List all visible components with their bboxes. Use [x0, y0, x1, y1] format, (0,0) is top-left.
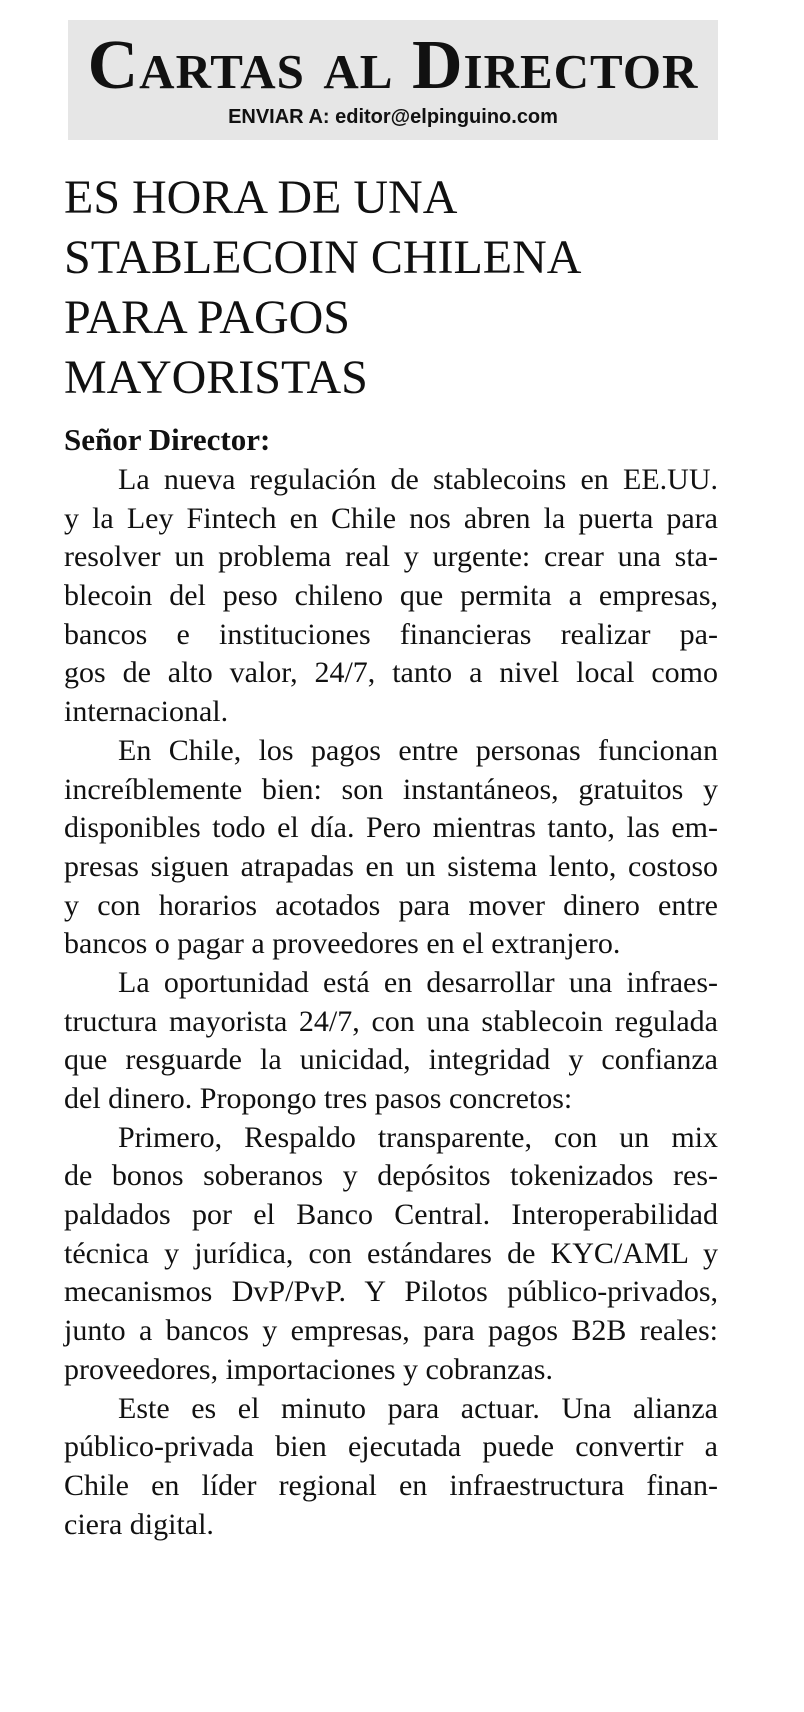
text-line: paldados por el Banco Central. Interoperabilidad [64, 1198, 718, 1232]
text-line: mecanismos DvP/PvP. Y Pilotos público-privados, [64, 1275, 718, 1309]
paragraph-5 [64, 1390, 718, 1545]
salutation: Señor Director: [64, 422, 271, 457]
paragraph-3 [64, 964, 718, 1119]
text-line: ciera digital. [64, 1507, 214, 1541]
text-line: La oportunidad está en desarrollar una infraes- [118, 965, 718, 999]
text-line: increíblemente bien: son instantáneos, gratuitos y [64, 772, 718, 806]
paragraph-4 [64, 1119, 718, 1390]
text-line: técnica y jurídica, con estándares de KYC/AML y [64, 1236, 718, 1270]
text-line: que resguarde la unicidad, integridad y confianza [64, 1043, 718, 1077]
headline-line: MAYORISTAS [64, 351, 368, 404]
headline-line: PARA PAGOS [64, 291, 350, 344]
text-line: bancos o pagar a proveedores en el extranjero. [64, 927, 621, 961]
text-line: En Chile, los pagos entre personas funcionan [118, 733, 718, 767]
text-line: internacional. [64, 695, 229, 729]
section-header [68, 20, 718, 140]
text-line: resolver un problema real y urgente: crear una sta- [64, 540, 718, 574]
text-line: público-privada bien ejecutada puede convertir a [64, 1430, 718, 1464]
headline [64, 168, 724, 408]
text-line: Primero, Respaldo transparente, con un mix [118, 1120, 718, 1154]
headline-line: STABLECOIN CHILENA [64, 231, 582, 284]
text-line: La nueva regulación de stablecoins en EE.UU. [118, 463, 718, 496]
paragraph-2 [64, 732, 718, 964]
text-line: y la Ley Fintech en Chile nos abren la puerta para [64, 501, 718, 535]
text-line: gos de alto valor, 24/7, tanto a nivel local como [64, 656, 718, 690]
text-line: junto a bancos y empresas, para pagos B2B reales: [64, 1314, 718, 1348]
text-line: de bonos soberanos y depósitos tokenizados res- [64, 1159, 718, 1193]
text-line: Chile en líder regional en infraestructura finan- [64, 1468, 718, 1502]
text-line: tructura mayorista 24/7, con una stablecoin regulada [64, 1004, 718, 1038]
text-line: Este es el minuto para actuar. Una alianza [118, 1391, 718, 1425]
text-line: presas siguen atrapadas en un sistema lento, costoso [64, 849, 718, 883]
text-line: disponibles todo el día. Pero mientras tanto, las em- [64, 811, 718, 845]
paragraph-1 [64, 461, 718, 732]
text-line: blecoin del peso chileno que permita a empresas, [64, 579, 718, 613]
text-line: proveedores, importaciones y cobranzas. [64, 1352, 553, 1386]
letter-body [64, 461, 718, 1544]
send-to-email: ENVIAR A: editor@elpinguino.com [228, 106, 558, 128]
text-line: y con horarios acotados para mover dinero entre [64, 888, 718, 922]
text-line: bancos e instituciones financieras realizar pa- [64, 617, 718, 651]
headline-line: ES HORA DE UNA [64, 171, 458, 224]
section-title: Cartas al Director [87, 27, 699, 104]
text-line: del dinero. Propongo tres pasos concretos: [64, 1082, 573, 1115]
